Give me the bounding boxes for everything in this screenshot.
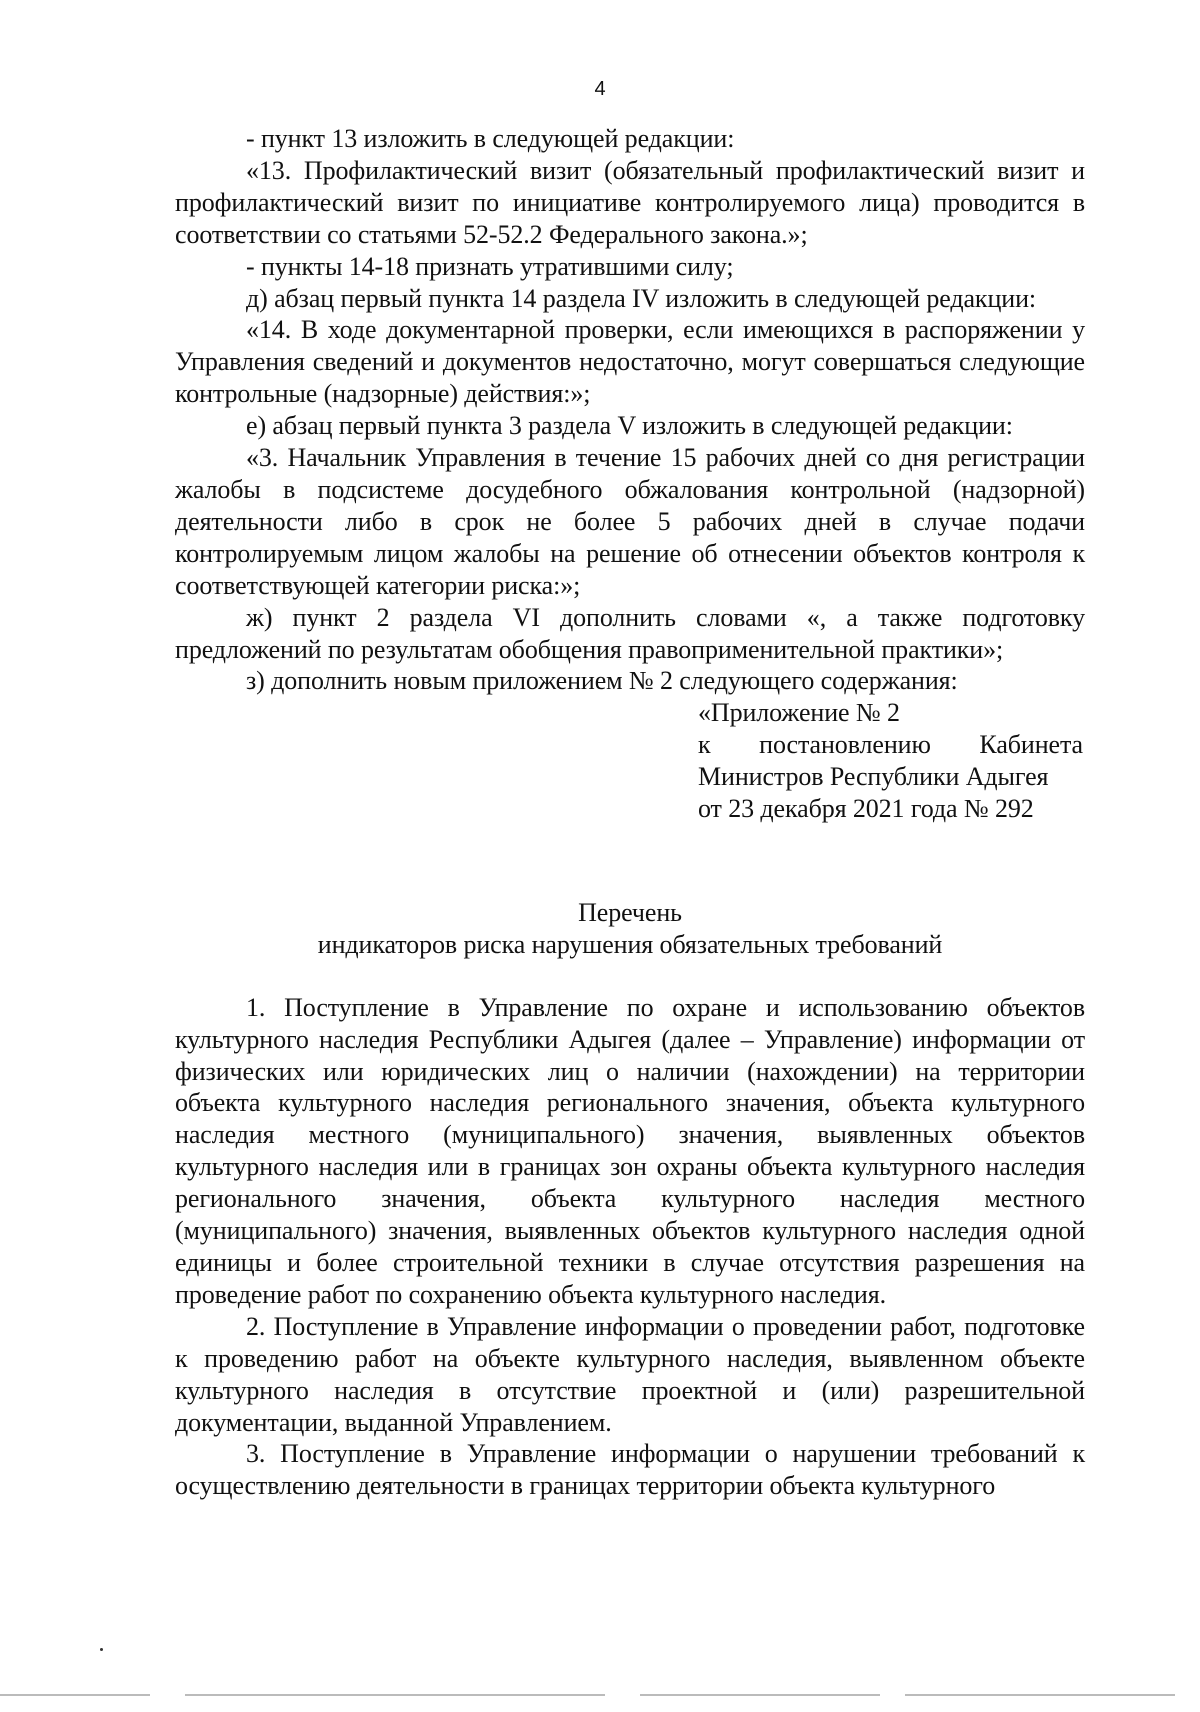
appendix-line: от 23 декабря 2021 года № 292: [698, 794, 1034, 824]
indicator-list: [175, 992, 1085, 1503]
list-item: 1. Поступление в Управление по охране и использованию объектов культурного наследия Республики Адыгея (далее – Управление) информации от физических или юридических лиц о наличии (нахождении) на территории объекта культурного наследия регионального значения, объекта культурного наследия местного (муниципального) значения, выявленных объектов культурного наследия или в границах зон охраны объекта культурного наследия регионального значения, объекта культурного наследия местного (муниципального) значения, выявленных объектов культурного наследия одной единицы и более строительной техники в случае отсутствия разрешения на проведение работ по сохранению объекта культурного наследия.: [175, 992, 1085, 1309]
page-number: 4: [594, 78, 606, 100]
paragraph: з) дополнить новым приложением № 2 следующего содержания:: [246, 666, 958, 696]
paragraph: ж) пункт 2 раздела VI дополнить словами «, а также подготовку предложений по результатам обобщения правоприменительной практики»;: [175, 602, 1085, 664]
appendix-header: [698, 697, 1083, 825]
paragraph: - пункт 13 изложить в следующей редакции:: [246, 124, 735, 153]
title-line: индикаторов риска нарушения обязательных требований: [317, 929, 943, 959]
document-body: [175, 123, 1085, 1502]
list-item: 3. Поступление в Управление информации о нарушении требований к осуществлению деятельности в границах территории объекта культурного: [175, 1439, 1085, 1501]
title-line: Перечень: [578, 897, 682, 927]
paragraph: «3. Начальник Управления в течение 15 рабочих дней со дня регистрации жалобы в подсистеме досудебного обжалования контрольной (надзорной) деятельности либо в срок не более 5 рабочих дней в случае подачи контролируемым лицом жалобы на решение об отнесении объектов контроля к соответствующей категории риска:»;: [175, 443, 1085, 600]
appendix-line: к постановлению Кабинета: [698, 730, 1083, 760]
scan-speck: [100, 1648, 103, 1651]
paragraph: д) абзац первый пункта 14 раздела IV изложить в следующей редакции:: [246, 283, 1037, 313]
appendix-line: Министров Республики Адыгея: [698, 762, 1049, 792]
document-title: [175, 897, 1085, 961]
scan-edge-artifact: [0, 1692, 1200, 1696]
paragraph: е) абзац первый пункта 3 раздела V изложить в следующей редакции:: [246, 411, 1013, 441]
appendix-line: «Приложение № 2: [698, 698, 900, 728]
paragraph: «13. Профилактический визит (обязательный профилактический визит и профилактический визит по инициативе контролируемого лица) проводится в соответствии со статьями 52-52.2 Федерального закона.»;: [175, 155, 1085, 249]
list-item: 2. Поступление в Управление информации о проведении работ, подготовке к проведению работ на объекте культурного наследия, выявленном объекте культурного наследия в отсутствие проектной и (или) разрешительной документации, выданной Управлением.: [175, 1311, 1085, 1437]
paragraph: «14. В ходе документарной проверки, если имеющихся в распоряжении у Управления сведений и документов недостаточно, могут совершаться следующие контрольные (надзорные) действия:»;: [175, 315, 1085, 409]
paragraph: - пункты 14-18 признать утратившими силу;: [246, 251, 734, 281]
